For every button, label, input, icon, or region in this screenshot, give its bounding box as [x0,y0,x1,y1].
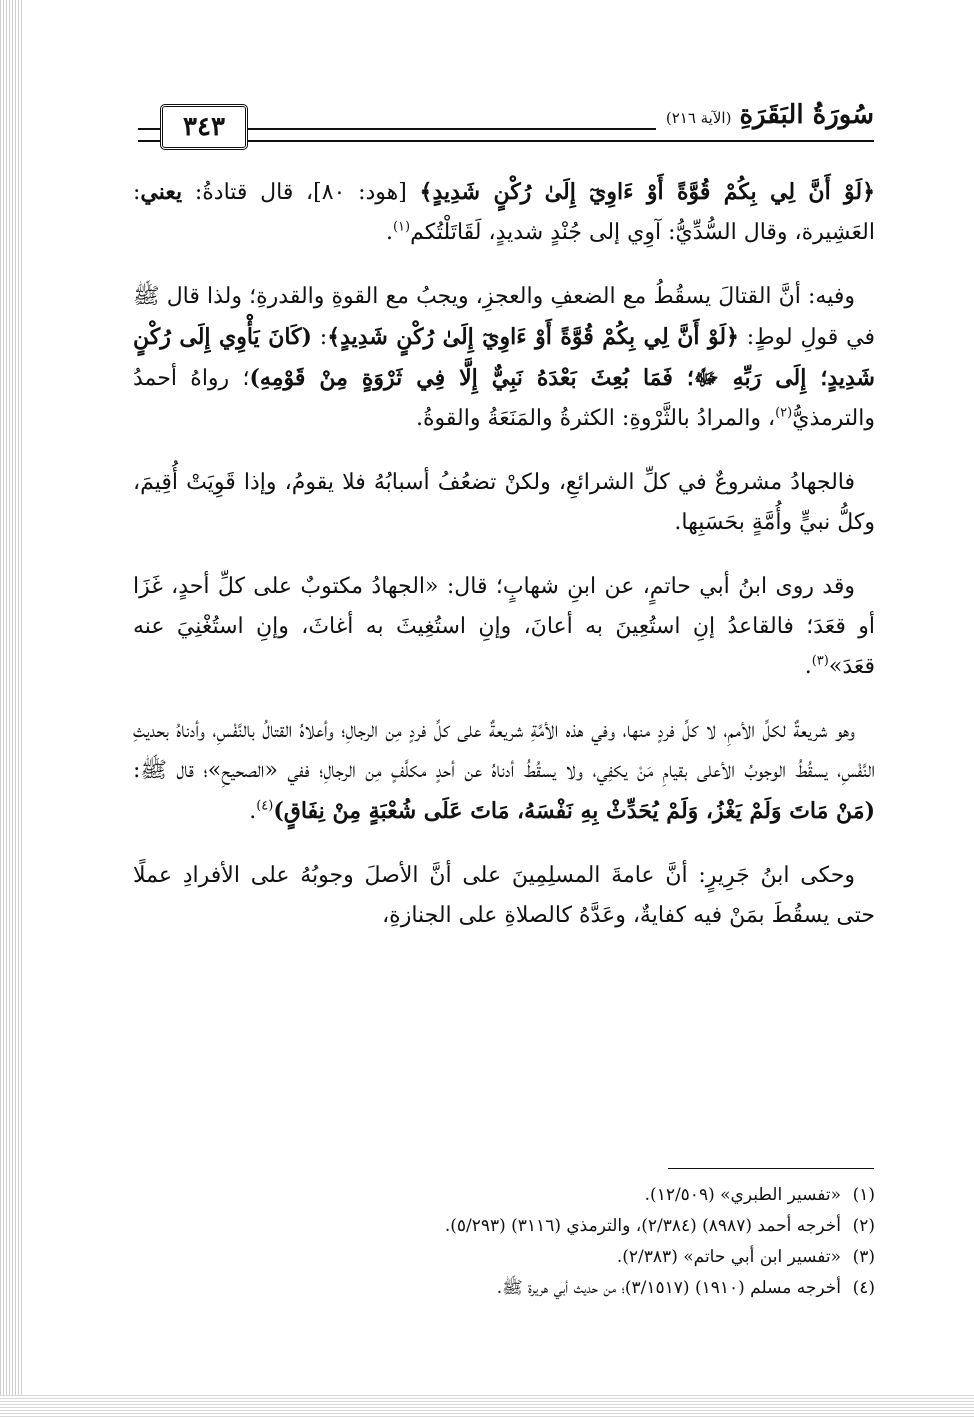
paragraph [133,463,875,543]
paragraph-text: وحكى ابنُ جَرِيرٍ: أنَّ عامةَ المسلِمِينَ على أنَّ الأصلَ وجوبُهُ على الأفرادِ عملًا حتى يسقُطَ بمَنْ فيه كفايةٌ، وعَدَّهُ كالصلاةِ على الجنازةِ، [133,863,875,928]
paragraph [133,172,875,253]
scan-edge-left [0,0,22,1417]
hadith-text: (مَنْ مَاتَ وَلَمْ يَغْزُ، وَلَمْ يُحَدِّثْ بِهِ نَفْسَهُ، مَاتَ عَلَى شُعْبَةٍ مِنْ نِفَاقٍ) [273,798,875,824]
quran-verse: ﴿لَوْ أَنَّ لِي بِكُمْ قُوَّةً أَوْ ءَاوِيٓ إِلَىٰ رُكْنٍ شَدِيدٍ﴾ [419,179,876,205]
footnote [133,1211,875,1242]
footnote-marker: (١) [392,219,411,235]
hadith-text: يعني [140,179,183,205]
footnote-text: «تفسير الطبري» (١٢/٥٠٩). [644,1185,841,1205]
footnote-number: (٣) [852,1247,875,1267]
page-number: ٣٤٣ [160,104,248,150]
footnote-number: (٢) [852,1216,875,1236]
header-rule [138,128,874,142]
running-head [656,100,874,130]
paragraph-text: ، والمرادُ بالثَّرْوةِ: الكثرةُ والمَنَعَةُ والقوةُ. [416,406,776,431]
footnote-separator [668,1168,874,1169]
hadith-text: (كَانَ يَأْوِي إِلَى رُكْنٍ شَدِيدٍ؛ إِلَى رَبِّهِ ﷻ؛ فَمَا بُعِثَ بَعْدَهُ نَبِيٌّ إِلَّا فِي ثَرْوَةٍ مِنْ قَوْمِهِ) [133,324,875,391]
paragraph-text: وفيه: أنَّ القتالَ يسقُطُ مع الضعفِ والعجزِ، ويجبُ مع القوةِ والقدرةِ؛ ولذا قال ﷺ في قولِ لوطٍ: [133,284,876,350]
surah-title: سُورَةُ البَقَرَةِ [739,100,874,130]
scan-edge-bottom [0,1395,974,1417]
footnote [133,1242,875,1273]
paragraph-text: وقد روى ابنُ أبي حاتمٍ، عن ابنِ شهابٍ؛ قال: «الجهادُ مكتوبٌ على كلِّ أحدٍ، غَزَا أو قعَدَ؛ فالقاعدُ إنِ استُعِينَ به أعانَ، وإنِ استُغِيثَ به أغاثَ، وإنِ استُغْنِيَ عنه قعَدَ» [133,574,875,679]
paragraph-text: . [804,654,812,679]
footnote-number: (٤) [852,1278,875,1298]
paragraph [133,711,875,832]
footnote-text: أخرجه مسلم (١٩١٠) (٣/١٥١٧)؛ من حديث أبي هريرة ﷺ. [496,1278,841,1298]
footnote [133,1180,875,1211]
footnotes [133,1180,875,1304]
paragraph [133,567,875,687]
paragraph-text: فالجهادُ مشروعٌ في كلِّ الشرائعِ، ولكنْ تضعُفُ أسبابُهُ فلا يقومُ، وإذا قَوِيَتْ أُقِيمَ، وكلُّ نبيٍّ وأُمَّةٍ بحَسَبِها. [133,470,875,535]
footnote-number: (١) [852,1185,875,1205]
paragraph-text: . [385,220,393,245]
paragraph-text: . [249,799,257,824]
footnote-marker: (٣) [811,653,829,669]
footnote-marker: (٤) [256,798,274,814]
footnote-text: أخرجه أحمد (٨٩٨٧) (٢/٣٨٤)، والترمذي (٣١١٦) (٥/٢٩٣). [444,1216,841,1236]
footnote-marker: (٢) [775,405,793,421]
paragraph-text: [هود: ٨٠]، قال قتادةُ: [182,180,420,205]
paragraph-text: : [311,325,328,350]
paragraph-text: ؛ رواهُ أحمدُ والترمذيُّ [133,366,875,431]
quran-verse: ﴿لَوْ أَنَّ لِي بِكُمْ قُوَّةً أَوْ ءَاوِيٓ إِلَىٰ رُكْنٍ شَدِيدٍ﴾ [327,324,739,350]
paragraph [133,277,875,439]
main-text [133,172,875,960]
paragraph [133,856,875,936]
ayah-reference: (الآية ٢١٦) [665,109,732,127]
footnote-text: «تفسير ابن أبي حاتم» (٢/٣٨٣). [616,1247,841,1267]
footnote [133,1273,875,1304]
paragraph-text: وهو شريعةٌ لكلِّ الأممِ، لا كلِّ فردٍ منها، وفي هذه الأمَّةِ شريعةٌ على كلِّ فردٍ مِن الرجالِ؛ وأعلاهُ القتالُ بالنَّفْسِ، وأدناهُ بحديثِ النَّفْسِ، يسقُطُ الوجوبُ الأعلى بقيامِ مَنْ يكفِي، ولا يسقُطُ أدناهُ عن أحدٍ مكلَّفٍ مِن الرجالِ؛ ففي «الصحيحِ»؛ قال ﷺ: [133,718,875,783]
page-header [138,100,874,146]
paragraph-text: : العَشِيرة، وقال السُّدِّيُّ: آوِي إلى جُنْدٍ شديدٍ، لَقَاتَلْتُكم [133,180,875,245]
